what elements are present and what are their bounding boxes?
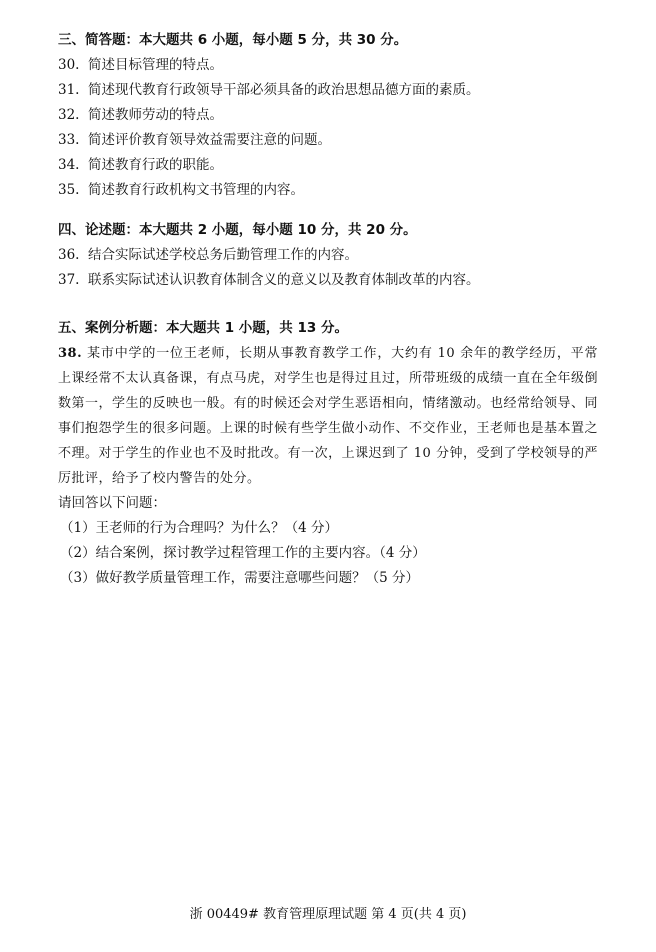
question-number: 32.: [58, 107, 80, 123]
page-footer: 浙 00449# 教育管理原理试题 第 4 页(共 4 页): [189, 907, 467, 922]
question-item: [58, 178, 618, 203]
question-text: 简述教育行政的职能。: [88, 157, 223, 173]
question-number: 35.: [58, 182, 80, 198]
sub-question: （1）王老师的行为合理吗？为什么？（4 分）: [60, 520, 338, 536]
question-text: 简述评价教育领导效益需要注意的问题。: [88, 132, 331, 148]
question-item: [58, 153, 618, 178]
question-number: 37.: [58, 272, 80, 288]
question-item: [58, 243, 618, 268]
case-text: 某市中学的一位王老师，长期从事教育教学工作，大约有 10 余年的教学经历，平常上课经常不太认真备课，有点马虎，对学生也是得过且过，所带班级的成绩一直在全年级倒数第一，学生的反映也一般。有的时候还会对学生恶语相向，情绪激动。也经常给领导、同事们抱怨学生的很多问题。上课的时候有些学生做小动作、不交作业，王老师也是基本置之不理。对于学生的作业也不及时批改。有一次，上课迟到了 10 分钟，受到了学校领导的严厉批评，给予了校内警告的处分。: [58, 346, 599, 486]
sub-question: （2）结合案例，探讨教学过程管理工作的主要内容。（4 分）: [60, 545, 426, 561]
question-text: 简述教师劳动的特点。: [88, 107, 223, 123]
question-text: 联系实际试述认识教育体制含义的意义以及教育体制改革的内容。: [88, 272, 480, 288]
question-item: [58, 268, 618, 293]
answer-prompt: 请回答以下问题：: [58, 495, 166, 511]
question-number: 31.: [58, 82, 80, 98]
question-number: 38.: [58, 346, 83, 361]
question-number: 36.: [58, 247, 80, 263]
question-number: 30.: [58, 57, 80, 73]
question-item: [58, 78, 618, 103]
question-item: [58, 103, 618, 128]
section-case-analysis: [58, 316, 618, 591]
question-text: 简述现代教育行政领导干部必须具备的政治思想品德方面的素质。: [88, 82, 480, 98]
question-item: [58, 128, 618, 153]
section-heading: 四、论述题：本大题共 2 小题，每小题 10 分，共 20 分。: [58, 222, 417, 238]
question-number: 33.: [58, 132, 80, 148]
section-heading: 五、案例分析题：本大题共 1 小题，共 13 分。: [58, 320, 348, 336]
sub-question: （3）做好教学质量管理工作，需要注意哪些问题？（5 分）: [60, 570, 419, 586]
case-paragraph: [58, 341, 598, 491]
question-number: 34.: [58, 157, 80, 173]
question-text: 简述目标管理的特点。: [88, 57, 223, 73]
section-heading: 三、简答题：本大题共 6 小题，每小题 5 分，共 30 分。: [58, 32, 408, 48]
question-text: 结合实际试述学校总务后勤管理工作的内容。: [88, 247, 358, 263]
question-item: [58, 53, 618, 78]
section-essay: [58, 218, 618, 293]
section-short-answer: [58, 28, 618, 203]
question-text: 简述教育行政机构文书管理的内容。: [88, 182, 304, 198]
